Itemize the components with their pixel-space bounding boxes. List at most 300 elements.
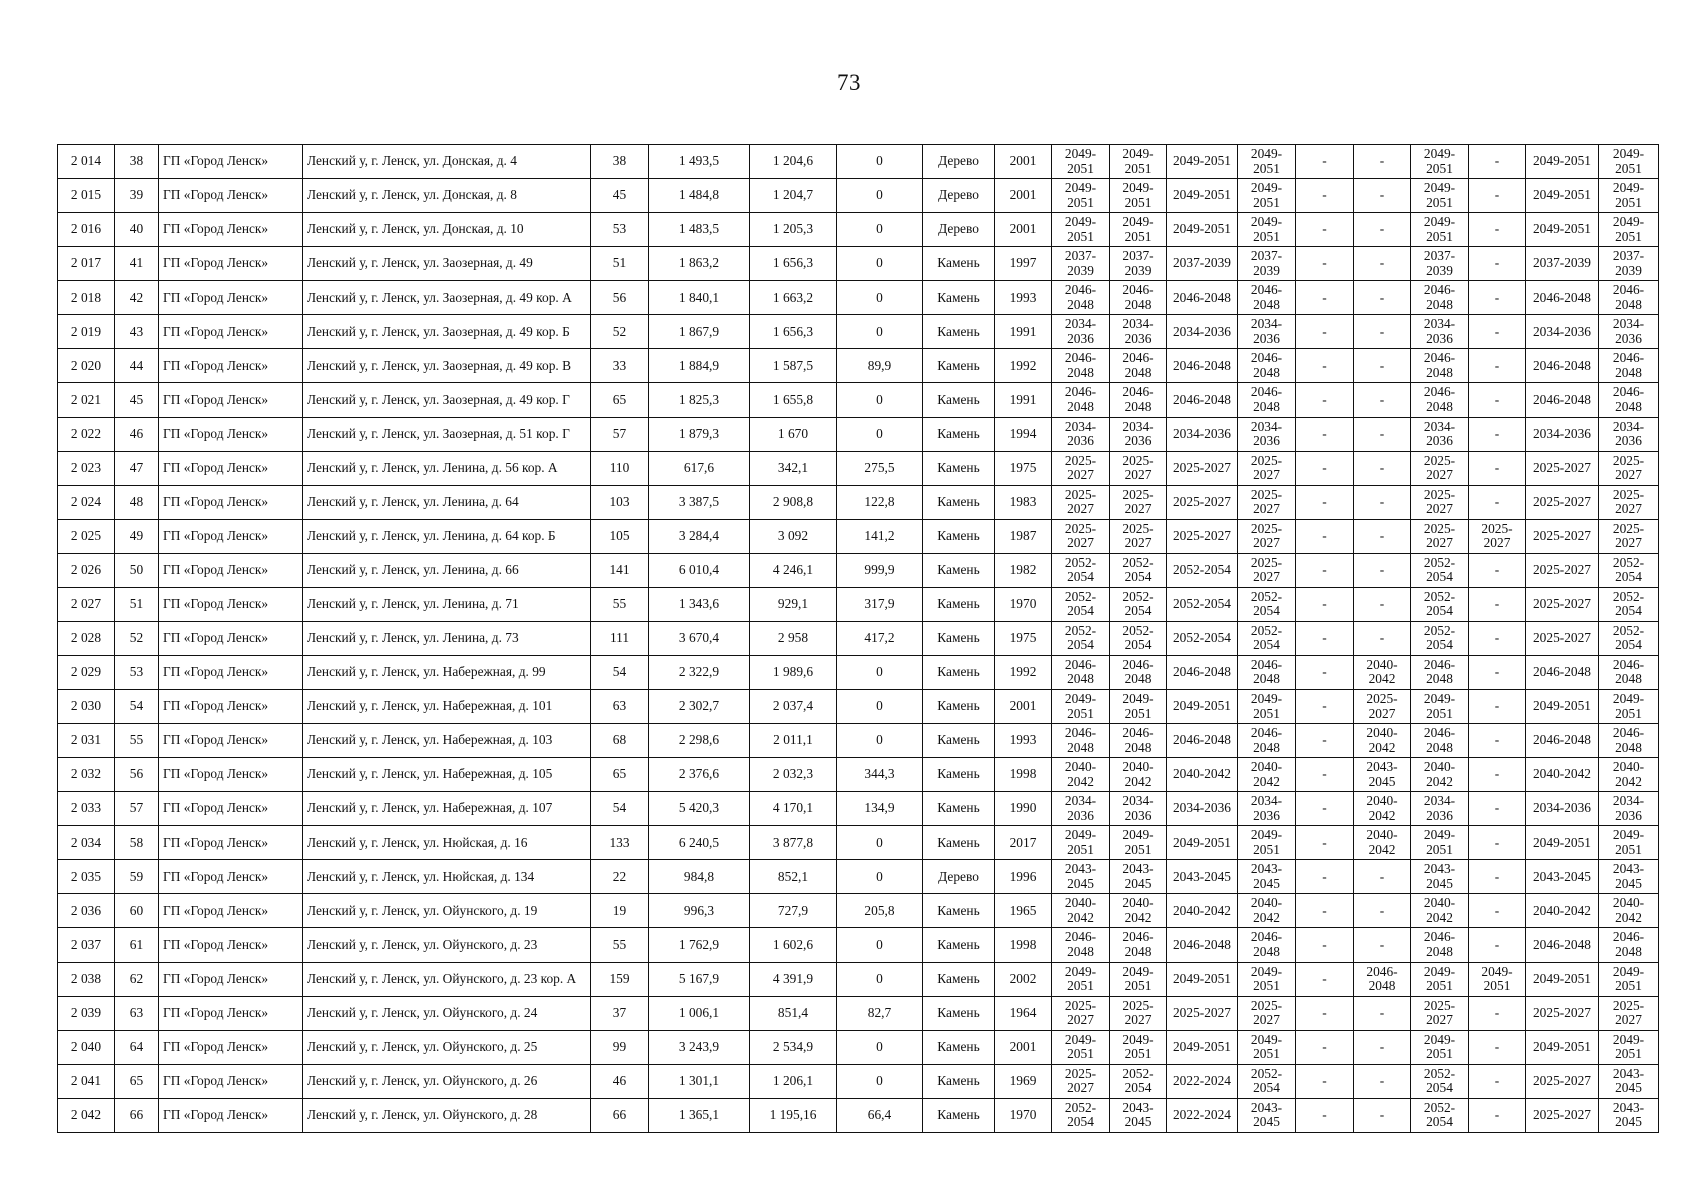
cell-living-area: 1 204,6 bbox=[750, 145, 837, 179]
cell-period-elevator: - bbox=[1296, 553, 1354, 587]
table-row bbox=[58, 724, 1659, 758]
cell-wall-material: Камень bbox=[923, 621, 995, 655]
cell-period-foundation: 2025-2027 bbox=[1167, 996, 1238, 1030]
cell-period-elevator: - bbox=[1296, 860, 1354, 894]
cell-period-basement: - bbox=[1354, 213, 1411, 247]
cell-period-basement: - bbox=[1354, 928, 1411, 962]
cell-address: Ленский у, г. Ленск, ул. Донская, д. 10 bbox=[303, 213, 591, 247]
table-row bbox=[58, 1098, 1659, 1132]
cell-period-foundation: 2049-2051 bbox=[1167, 962, 1238, 996]
cell-period-water: 2037-2039 bbox=[1599, 247, 1659, 281]
cell-period-elevator: - bbox=[1296, 655, 1354, 689]
cell-period-facade: 2052-2054 bbox=[1110, 553, 1167, 587]
cell-wall-material: Дерево bbox=[923, 179, 995, 213]
cell-period-water: 2046-2048 bbox=[1599, 281, 1659, 315]
cell-municipality: ГП «Город Ленск» bbox=[159, 315, 303, 349]
cell-period-facade: 2052-2054 bbox=[1110, 621, 1167, 655]
cell-total-area: 2 376,6 bbox=[649, 758, 750, 792]
cell-period-water: 2040-2042 bbox=[1599, 894, 1659, 928]
cell-municipality: ГП «Город Ленск» bbox=[159, 758, 303, 792]
cell-period-basement: - bbox=[1354, 553, 1411, 587]
cell-nonresidential-area: 0 bbox=[837, 1064, 923, 1098]
cell-period-gas: - bbox=[1469, 145, 1526, 179]
cell-period-facade: 2034-2036 bbox=[1110, 792, 1167, 826]
cell-period-power: 2040-2042 bbox=[1526, 894, 1599, 928]
cell-nonresidential-area: 0 bbox=[837, 655, 923, 689]
cell-period-engineering: 2034-2036 bbox=[1238, 792, 1296, 826]
cell-period-foundation: 2034-2036 bbox=[1167, 417, 1238, 451]
cell-address: Ленский у, г. Ленск, ул. Набережная, д. 105 bbox=[303, 758, 591, 792]
cell-apartments: 56 bbox=[591, 281, 649, 315]
cell-total-area: 1 863,2 bbox=[649, 247, 750, 281]
cell-period-power: 2046-2048 bbox=[1526, 281, 1599, 315]
cell-nonresidential-area: 89,9 bbox=[837, 349, 923, 383]
table-row bbox=[58, 758, 1659, 792]
cell-period-power: 2025-2027 bbox=[1526, 451, 1599, 485]
cell-registry-number: 2 030 bbox=[58, 690, 115, 724]
cell-wall-material: Камень bbox=[923, 655, 995, 689]
cell-nonresidential-area: 0 bbox=[837, 962, 923, 996]
cell-period-engineering: 2049-2051 bbox=[1238, 962, 1296, 996]
cell-period-heating: 2040-2042 bbox=[1411, 894, 1469, 928]
cell-municipality: ГП «Город Ленск» bbox=[159, 1098, 303, 1132]
cell-apartments: 54 bbox=[591, 655, 649, 689]
cell-period-engineering: 2025-2027 bbox=[1238, 519, 1296, 553]
cell-apartments: 55 bbox=[591, 587, 649, 621]
cell-total-area: 1 365,1 bbox=[649, 1098, 750, 1132]
cell-period-basement: - bbox=[1354, 894, 1411, 928]
cell-total-area: 5 420,3 bbox=[649, 792, 750, 826]
cell-period-elevator: - bbox=[1296, 894, 1354, 928]
cell-period-water: 2046-2048 bbox=[1599, 655, 1659, 689]
cell-apartments: 55 bbox=[591, 928, 649, 962]
cell-apartments: 53 bbox=[591, 213, 649, 247]
cell-period-engineering: 2034-2036 bbox=[1238, 315, 1296, 349]
cell-period-gas: - bbox=[1469, 996, 1526, 1030]
cell-period-heating: 2043-2045 bbox=[1411, 860, 1469, 894]
cell-period-power: 2040-2042 bbox=[1526, 758, 1599, 792]
cell-wall-material: Камень bbox=[923, 519, 995, 553]
cell-registry-number: 2 039 bbox=[58, 996, 115, 1030]
cell-address: Ленский у, г. Ленск, ул. Набережная, д. 101 bbox=[303, 690, 591, 724]
cell-living-area: 2 011,1 bbox=[750, 724, 837, 758]
cell-address: Ленский у, г. Ленск, ул. Ленина, д. 71 bbox=[303, 587, 591, 621]
cell-period-basement: - bbox=[1354, 860, 1411, 894]
cell-registry-number: 2 040 bbox=[58, 1030, 115, 1064]
cell-period-facade: 2025-2027 bbox=[1110, 485, 1167, 519]
cell-wall-material: Камень bbox=[923, 928, 995, 962]
cell-period-roof: 2046-2048 bbox=[1052, 281, 1110, 315]
cell-total-area: 2 322,9 bbox=[649, 655, 750, 689]
cell-period-roof: 2037-2039 bbox=[1052, 247, 1110, 281]
cell-period-basement: - bbox=[1354, 383, 1411, 417]
cell-apartments: 159 bbox=[591, 962, 649, 996]
cell-period-elevator: - bbox=[1296, 417, 1354, 451]
cell-apartments: 51 bbox=[591, 247, 649, 281]
cell-total-area: 1 762,9 bbox=[649, 928, 750, 962]
cell-period-heating: 2034-2036 bbox=[1411, 315, 1469, 349]
cell-period-gas: - bbox=[1469, 485, 1526, 519]
cell-municipality: ГП «Город Ленск» bbox=[159, 213, 303, 247]
cell-period-power: 2043-2045 bbox=[1526, 860, 1599, 894]
cell-living-area: 2 534,9 bbox=[750, 1030, 837, 1064]
cell-year-built: 1965 bbox=[995, 894, 1052, 928]
cell-total-area: 1 484,8 bbox=[649, 179, 750, 213]
cell-period-foundation: 2040-2042 bbox=[1167, 894, 1238, 928]
cell-period-basement: - bbox=[1354, 485, 1411, 519]
cell-year-built: 1990 bbox=[995, 792, 1052, 826]
cell-nonresidential-area: 0 bbox=[837, 145, 923, 179]
cell-total-area: 1 343,6 bbox=[649, 587, 750, 621]
cell-period-gas: - bbox=[1469, 724, 1526, 758]
cell-period-basement: - bbox=[1354, 996, 1411, 1030]
cell-living-area: 1 670 bbox=[750, 417, 837, 451]
cell-period-elevator: - bbox=[1296, 758, 1354, 792]
cell-period-foundation: 2046-2048 bbox=[1167, 281, 1238, 315]
cell-period-foundation: 2049-2051 bbox=[1167, 213, 1238, 247]
cell-period-gas: - bbox=[1469, 247, 1526, 281]
cell-period-foundation: 2049-2051 bbox=[1167, 690, 1238, 724]
cell-wall-material: Камень bbox=[923, 553, 995, 587]
cell-period-basement: - bbox=[1354, 1064, 1411, 1098]
cell-period-basement: 2046-2048 bbox=[1354, 962, 1411, 996]
cell-year-built: 2001 bbox=[995, 179, 1052, 213]
cell-registry-number: 2 027 bbox=[58, 587, 115, 621]
cell-period-gas: - bbox=[1469, 690, 1526, 724]
cell-period-facade: 2049-2051 bbox=[1110, 690, 1167, 724]
cell-period-water: 2049-2051 bbox=[1599, 962, 1659, 996]
cell-period-power: 2034-2036 bbox=[1526, 417, 1599, 451]
cell-living-area: 929,1 bbox=[750, 587, 837, 621]
cell-period-engineering: 2049-2051 bbox=[1238, 179, 1296, 213]
cell-wall-material: Камень bbox=[923, 894, 995, 928]
cell-year-built: 1994 bbox=[995, 417, 1052, 451]
table-row bbox=[58, 451, 1659, 485]
cell-apartments: 111 bbox=[591, 621, 649, 655]
cell-registry-number: 2 037 bbox=[58, 928, 115, 962]
cell-period-roof: 2034-2036 bbox=[1052, 315, 1110, 349]
cell-wall-material: Камень bbox=[923, 962, 995, 996]
cell-municipality: ГП «Город Ленск» bbox=[159, 417, 303, 451]
cell-period-facade: 2046-2048 bbox=[1110, 928, 1167, 962]
cell-apartments: 19 bbox=[591, 894, 649, 928]
cell-period-heating: 2037-2039 bbox=[1411, 247, 1469, 281]
cell-year-built: 1993 bbox=[995, 724, 1052, 758]
cell-period-foundation: 2049-2051 bbox=[1167, 179, 1238, 213]
cell-period-basement: 2043-2045 bbox=[1354, 758, 1411, 792]
cell-total-area: 2 298,6 bbox=[649, 724, 750, 758]
cell-row-number: 40 bbox=[115, 213, 159, 247]
cell-period-basement: - bbox=[1354, 281, 1411, 315]
cell-period-gas: - bbox=[1469, 213, 1526, 247]
cell-apartments: 33 bbox=[591, 349, 649, 383]
cell-period-engineering: 2046-2048 bbox=[1238, 349, 1296, 383]
cell-registry-number: 2 034 bbox=[58, 826, 115, 860]
cell-period-engineering: 2025-2027 bbox=[1238, 451, 1296, 485]
cell-period-foundation: 2034-2036 bbox=[1167, 315, 1238, 349]
cell-period-elevator: - bbox=[1296, 451, 1354, 485]
cell-period-gas: 2025-2027 bbox=[1469, 519, 1526, 553]
cell-wall-material: Дерево bbox=[923, 860, 995, 894]
cell-living-area: 1 195,16 bbox=[750, 1098, 837, 1132]
cell-period-roof: 2046-2048 bbox=[1052, 655, 1110, 689]
cell-row-number: 41 bbox=[115, 247, 159, 281]
cell-period-roof: 2043-2045 bbox=[1052, 860, 1110, 894]
cell-municipality: ГП «Город Ленск» bbox=[159, 962, 303, 996]
cell-period-gas: - bbox=[1469, 758, 1526, 792]
cell-period-foundation: 2043-2045 bbox=[1167, 860, 1238, 894]
cell-period-facade: 2043-2045 bbox=[1110, 1098, 1167, 1132]
cell-period-roof: 2025-2027 bbox=[1052, 996, 1110, 1030]
cell-period-water: 2043-2045 bbox=[1599, 860, 1659, 894]
cell-address: Ленский у, г. Ленск, ул. Донская, д. 4 bbox=[303, 145, 591, 179]
cell-period-water: 2025-2027 bbox=[1599, 485, 1659, 519]
cell-period-facade: 2049-2051 bbox=[1110, 1030, 1167, 1064]
cell-period-gas: - bbox=[1469, 587, 1526, 621]
cell-period-elevator: - bbox=[1296, 213, 1354, 247]
cell-registry-number: 2 024 bbox=[58, 485, 115, 519]
cell-row-number: 58 bbox=[115, 826, 159, 860]
cell-total-area: 1 493,5 bbox=[649, 145, 750, 179]
cell-apartments: 65 bbox=[591, 758, 649, 792]
cell-period-water: 2049-2051 bbox=[1599, 179, 1659, 213]
cell-year-built: 2001 bbox=[995, 213, 1052, 247]
housing-registry-table bbox=[57, 144, 1659, 1133]
cell-municipality: ГП «Город Ленск» bbox=[159, 179, 303, 213]
cell-period-heating: 2046-2048 bbox=[1411, 724, 1469, 758]
cell-period-heating: 2049-2051 bbox=[1411, 179, 1469, 213]
cell-address: Ленский у, г. Ленск, ул. Ойунского, д. 24 bbox=[303, 996, 591, 1030]
cell-period-power: 2046-2048 bbox=[1526, 383, 1599, 417]
cell-period-power: 2049-2051 bbox=[1526, 962, 1599, 996]
cell-nonresidential-area: 0 bbox=[837, 417, 923, 451]
cell-period-engineering: 2046-2048 bbox=[1238, 383, 1296, 417]
cell-period-facade: 2049-2051 bbox=[1110, 213, 1167, 247]
cell-period-facade: 2049-2051 bbox=[1110, 145, 1167, 179]
cell-period-power: 2025-2027 bbox=[1526, 553, 1599, 587]
cell-period-basement: - bbox=[1354, 1030, 1411, 1064]
cell-registry-number: 2 025 bbox=[58, 519, 115, 553]
cell-period-roof: 2049-2051 bbox=[1052, 962, 1110, 996]
cell-period-gas: - bbox=[1469, 894, 1526, 928]
cell-registry-number: 2 031 bbox=[58, 724, 115, 758]
cell-apartments: 57 bbox=[591, 417, 649, 451]
cell-address: Ленский у, г. Ленск, ул. Донская, д. 8 bbox=[303, 179, 591, 213]
cell-wall-material: Камень bbox=[923, 724, 995, 758]
cell-period-engineering: 2043-2045 bbox=[1238, 1098, 1296, 1132]
cell-living-area: 1 655,8 bbox=[750, 383, 837, 417]
cell-period-elevator: - bbox=[1296, 724, 1354, 758]
cell-address: Ленский у, г. Ленск, ул. Нюйская, д. 16 bbox=[303, 826, 591, 860]
cell-row-number: 56 bbox=[115, 758, 159, 792]
cell-period-roof: 2025-2027 bbox=[1052, 451, 1110, 485]
cell-period-facade: 2052-2054 bbox=[1110, 587, 1167, 621]
cell-apartments: 37 bbox=[591, 996, 649, 1030]
cell-period-facade: 2046-2048 bbox=[1110, 655, 1167, 689]
cell-period-foundation: 2049-2051 bbox=[1167, 826, 1238, 860]
cell-period-gas: 2049-2051 bbox=[1469, 962, 1526, 996]
cell-address: Ленский у, г. Ленск, ул. Ойунского, д. 26 bbox=[303, 1064, 591, 1098]
cell-period-heating: 2046-2048 bbox=[1411, 655, 1469, 689]
cell-wall-material: Камень bbox=[923, 996, 995, 1030]
cell-period-heating: 2052-2054 bbox=[1411, 1098, 1469, 1132]
cell-period-facade: 2037-2039 bbox=[1110, 247, 1167, 281]
cell-living-area: 727,9 bbox=[750, 894, 837, 928]
cell-period-gas: - bbox=[1469, 1098, 1526, 1132]
cell-period-water: 2043-2045 bbox=[1599, 1098, 1659, 1132]
cell-year-built: 1970 bbox=[995, 587, 1052, 621]
cell-apartments: 110 bbox=[591, 451, 649, 485]
cell-period-power: 2049-2051 bbox=[1526, 179, 1599, 213]
cell-period-foundation: 2052-2054 bbox=[1167, 587, 1238, 621]
cell-period-power: 2049-2051 bbox=[1526, 690, 1599, 724]
cell-address: Ленский у, г. Ленск, ул. Ленина, д. 73 bbox=[303, 621, 591, 655]
cell-apartments: 105 bbox=[591, 519, 649, 553]
cell-apartments: 46 bbox=[591, 1064, 649, 1098]
cell-nonresidential-area: 275,5 bbox=[837, 451, 923, 485]
cell-living-area: 1 663,2 bbox=[750, 281, 837, 315]
cell-nonresidential-area: 0 bbox=[837, 383, 923, 417]
cell-period-foundation: 2052-2054 bbox=[1167, 553, 1238, 587]
cell-period-heating: 2049-2051 bbox=[1411, 690, 1469, 724]
cell-period-gas: - bbox=[1469, 621, 1526, 655]
cell-period-facade: 2046-2048 bbox=[1110, 281, 1167, 315]
table-row bbox=[58, 213, 1659, 247]
table-row bbox=[58, 1064, 1659, 1098]
cell-period-roof: 2052-2054 bbox=[1052, 1098, 1110, 1132]
cell-period-foundation: 2046-2048 bbox=[1167, 349, 1238, 383]
cell-period-engineering: 2046-2048 bbox=[1238, 655, 1296, 689]
cell-total-area: 5 167,9 bbox=[649, 962, 750, 996]
cell-wall-material: Камень bbox=[923, 281, 995, 315]
cell-apartments: 45 bbox=[591, 179, 649, 213]
cell-period-heating: 2025-2027 bbox=[1411, 519, 1469, 553]
cell-living-area: 4 170,1 bbox=[750, 792, 837, 826]
cell-nonresidential-area: 141,2 bbox=[837, 519, 923, 553]
cell-row-number: 45 bbox=[115, 383, 159, 417]
cell-period-engineering: 2049-2051 bbox=[1238, 690, 1296, 724]
cell-period-elevator: - bbox=[1296, 996, 1354, 1030]
cell-period-foundation: 2046-2048 bbox=[1167, 383, 1238, 417]
cell-period-gas: - bbox=[1469, 451, 1526, 485]
cell-wall-material: Камень bbox=[923, 1098, 995, 1132]
table-row bbox=[58, 928, 1659, 962]
cell-period-roof: 2046-2048 bbox=[1052, 383, 1110, 417]
cell-municipality: ГП «Город Ленск» bbox=[159, 996, 303, 1030]
cell-period-facade: 2025-2027 bbox=[1110, 996, 1167, 1030]
cell-living-area: 3 092 bbox=[750, 519, 837, 553]
cell-period-heating: 2049-2051 bbox=[1411, 145, 1469, 179]
cell-period-water: 2034-2036 bbox=[1599, 792, 1659, 826]
cell-period-roof: 2034-2036 bbox=[1052, 417, 1110, 451]
cell-period-elevator: - bbox=[1296, 1098, 1354, 1132]
cell-period-elevator: - bbox=[1296, 485, 1354, 519]
cell-period-engineering: 2046-2048 bbox=[1238, 724, 1296, 758]
cell-nonresidential-area: 205,8 bbox=[837, 894, 923, 928]
cell-year-built: 2001 bbox=[995, 145, 1052, 179]
cell-period-engineering: 2025-2027 bbox=[1238, 485, 1296, 519]
cell-registry-number: 2 038 bbox=[58, 962, 115, 996]
cell-period-heating: 2034-2036 bbox=[1411, 417, 1469, 451]
cell-wall-material: Камень bbox=[923, 417, 995, 451]
cell-total-area: 1 884,9 bbox=[649, 349, 750, 383]
cell-row-number: 52 bbox=[115, 621, 159, 655]
cell-wall-material: Камень bbox=[923, 792, 995, 826]
cell-total-area: 1 840,1 bbox=[649, 281, 750, 315]
cell-row-number: 54 bbox=[115, 690, 159, 724]
cell-wall-material: Камень bbox=[923, 349, 995, 383]
cell-address: Ленский у, г. Ленск, ул. Заозерная, д. 51 кор. Г bbox=[303, 417, 591, 451]
cell-period-foundation: 2049-2051 bbox=[1167, 145, 1238, 179]
cell-period-roof: 2052-2054 bbox=[1052, 621, 1110, 655]
cell-period-foundation: 2022-2024 bbox=[1167, 1064, 1238, 1098]
cell-total-area: 3 284,4 bbox=[649, 519, 750, 553]
cell-living-area: 3 877,8 bbox=[750, 826, 837, 860]
cell-period-power: 2046-2048 bbox=[1526, 655, 1599, 689]
cell-year-built: 1975 bbox=[995, 451, 1052, 485]
cell-nonresidential-area: 122,8 bbox=[837, 485, 923, 519]
cell-period-engineering: 2040-2042 bbox=[1238, 758, 1296, 792]
cell-living-area: 1 989,6 bbox=[750, 655, 837, 689]
cell-period-facade: 2049-2051 bbox=[1110, 962, 1167, 996]
cell-total-area: 1 483,5 bbox=[649, 213, 750, 247]
cell-total-area: 2 302,7 bbox=[649, 690, 750, 724]
cell-period-power: 2025-2027 bbox=[1526, 485, 1599, 519]
cell-period-elevator: - bbox=[1296, 690, 1354, 724]
cell-nonresidential-area: 317,9 bbox=[837, 587, 923, 621]
cell-period-engineering: 2052-2054 bbox=[1238, 587, 1296, 621]
cell-nonresidential-area: 0 bbox=[837, 826, 923, 860]
cell-row-number: 57 bbox=[115, 792, 159, 826]
cell-municipality: ГП «Город Ленск» bbox=[159, 928, 303, 962]
cell-period-foundation: 2046-2048 bbox=[1167, 655, 1238, 689]
cell-period-engineering: 2049-2051 bbox=[1238, 145, 1296, 179]
cell-period-roof: 2049-2051 bbox=[1052, 1030, 1110, 1064]
cell-address: Ленский у, г. Ленск, ул. Ленина, д. 66 bbox=[303, 553, 591, 587]
cell-living-area: 2 032,3 bbox=[750, 758, 837, 792]
cell-total-area: 1 006,1 bbox=[649, 996, 750, 1030]
cell-period-water: 2025-2027 bbox=[1599, 996, 1659, 1030]
cell-period-foundation: 2052-2054 bbox=[1167, 621, 1238, 655]
cell-period-basement: - bbox=[1354, 587, 1411, 621]
cell-period-heating: 2025-2027 bbox=[1411, 485, 1469, 519]
cell-row-number: 62 bbox=[115, 962, 159, 996]
table-row bbox=[58, 996, 1659, 1030]
cell-municipality: ГП «Город Ленск» bbox=[159, 281, 303, 315]
cell-period-elevator: - bbox=[1296, 247, 1354, 281]
cell-period-basement: - bbox=[1354, 621, 1411, 655]
cell-row-number: 61 bbox=[115, 928, 159, 962]
cell-nonresidential-area: 0 bbox=[837, 281, 923, 315]
cell-apartments: 103 bbox=[591, 485, 649, 519]
cell-period-water: 2052-2054 bbox=[1599, 553, 1659, 587]
cell-period-heating: 2040-2042 bbox=[1411, 758, 1469, 792]
cell-living-area: 2 908,8 bbox=[750, 485, 837, 519]
cell-apartments: 22 bbox=[591, 860, 649, 894]
cell-row-number: 66 bbox=[115, 1098, 159, 1132]
cell-living-area: 1 602,6 bbox=[750, 928, 837, 962]
cell-total-area: 6 010,4 bbox=[649, 553, 750, 587]
cell-period-engineering: 2037-2039 bbox=[1238, 247, 1296, 281]
cell-wall-material: Камень bbox=[923, 247, 995, 281]
cell-row-number: 64 bbox=[115, 1030, 159, 1064]
cell-living-area: 2 037,4 bbox=[750, 690, 837, 724]
table-row bbox=[58, 315, 1659, 349]
cell-period-heating: 2049-2051 bbox=[1411, 826, 1469, 860]
cell-wall-material: Камень bbox=[923, 451, 995, 485]
cell-wall-material: Камень bbox=[923, 758, 995, 792]
cell-period-basement: - bbox=[1354, 145, 1411, 179]
